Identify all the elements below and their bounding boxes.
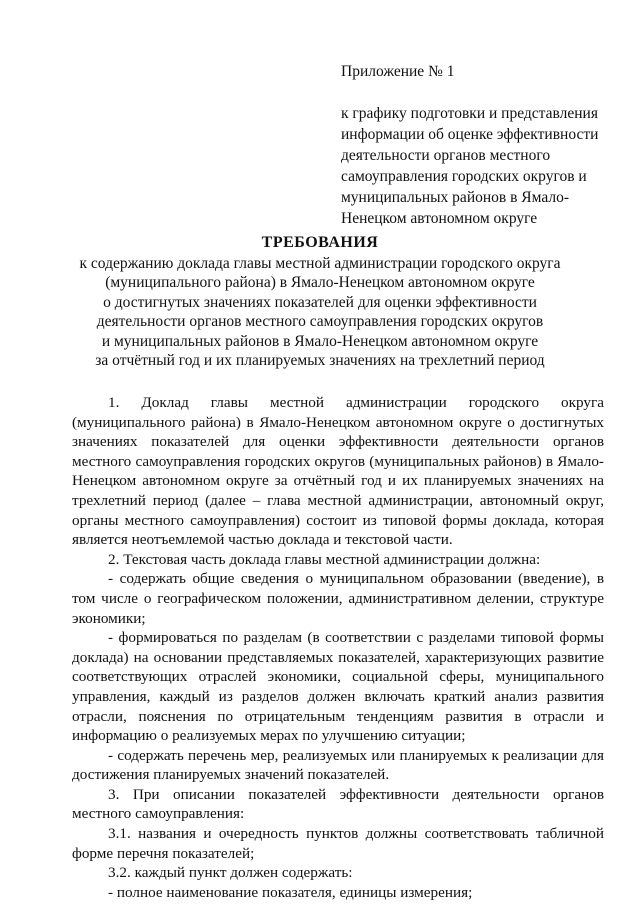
paragraph-2-item-measures: - содержать перечень мер, реализуемых или планируемых к реализации для достижения планируемых значений показателей. [72,746,604,784]
paragraph-2-item-sections: - формироваться по разделам (в соответствии с разделами типовой формы доклада) на основании представляемых показателей, характеризующих развитие соответствующих отраслей экономики, социальной сферы, муниципального управления, каждый из разделов должен включать краткий анализ развития отрасли, пояснения по отрицательным тенденциям развития в отрасли и информацию о реализуемых мерах по улучшению ситуации; [72,629,604,745]
heading-line: о достигнутых значениях показателей для оценки эффективности [103,293,537,311]
paragraph-1: 1. Доклад главы местной администрации городского округа (муниципального района) в Ямало-Ненецком автономном округе о достигнутых значениях показателей для оценки эффективности деятельности органов местного самоуправления городских округов (муниципальных районов) в Ямало-Ненецком автономном округе за отчётный год и их планируемых значениях на трехлетний период (далее – глава местной администрации, автономный округ, органы местного самоуправления) состоит из типовой формы доклада, которая является неотъемлемой частью доклада и текстовой части. [72,394,604,549]
heading-line: за отчётный год и их планируемых значениях на трехлетний период [95,352,545,369]
document-heading [0,233,640,371]
appendix-line: самоуправления городских округов и [341,168,587,185]
heading-line: (муниципального района) в Ямало-Ненецком автономном округе [105,274,535,291]
appendix-description [341,103,611,229]
appendix-line: муниципальных районов в Ямало- [341,189,569,206]
appendix-block [341,61,611,229]
appendix-line: к графику подготовки и представления [341,105,598,122]
document-title: ТРЕБОВАНИЯ [261,234,379,251]
paragraph-2-item-general-info: - содержать общие сведения о муниципальном образовании (введение), в том числе о географическом положении, административном делении, структуре экономики; [72,570,604,627]
paragraph-3-1: 3.1. названия и очередность пунктов должны соответствовать табличной форме перечня показателей; [72,825,604,862]
heading-line: и муниципальных районов в Ямало-Ненецком автономном округе [101,332,539,350]
paragraph-3-2: 3.2. каждый пункт должен содержать: [108,864,353,882]
appendix-title: Приложение № 1 [341,63,455,80]
paragraph-3: 3. При описании показателей эффективности деятельности органов местного самоуправления: [72,785,604,823]
document-body [72,393,604,902]
heading-line: к содержанию доклада главы местной администрации городского округа [79,254,561,272]
paragraph-2: 2. Текстовая часть доклада главы местной администрации должна: [108,550,541,568]
appendix-line: Ненецком автономном округе [341,210,538,227]
heading-line: деятельности органов местного самоуправления городских округов [96,313,544,330]
appendix-line: информации об оценке эффективности [341,126,599,143]
appendix-line: деятельности органов местного [341,147,551,164]
paragraph-3-2-item-name: - полное наименование показателя, единицы измерения; [108,883,473,901]
